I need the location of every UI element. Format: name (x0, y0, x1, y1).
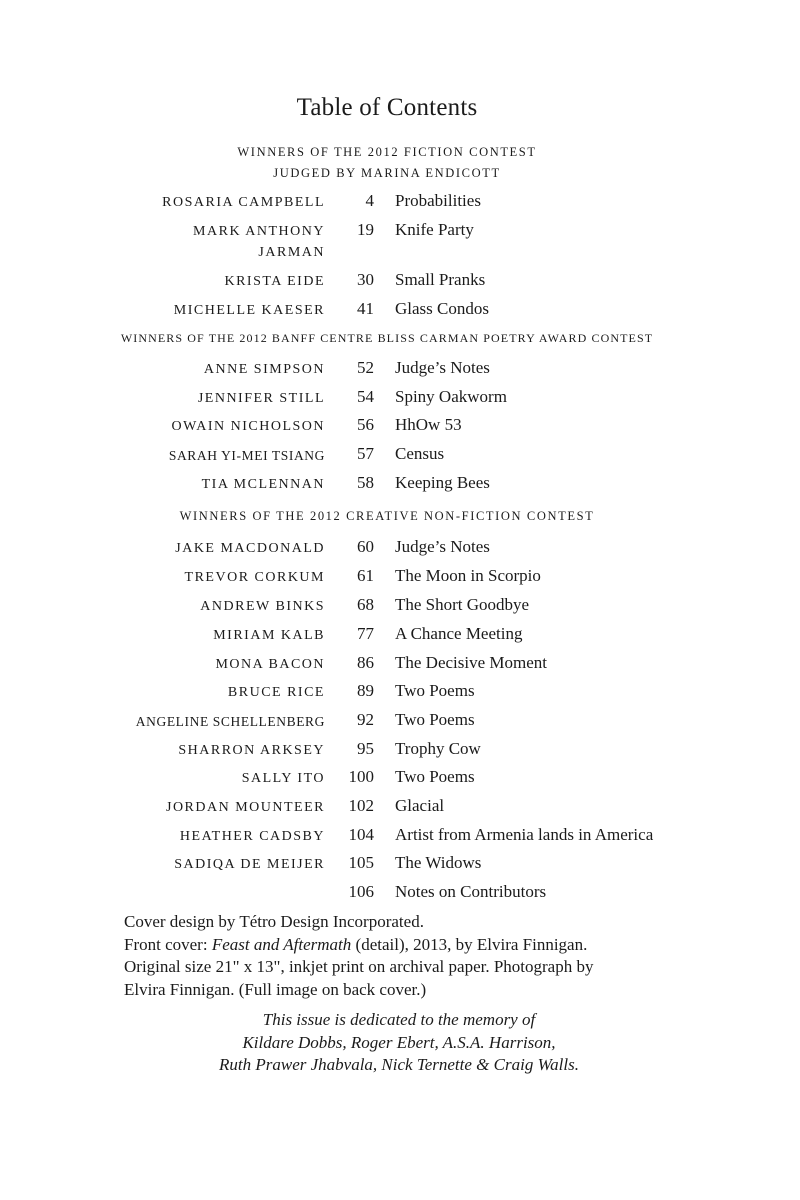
entry-page: 105 (348, 853, 374, 872)
entry-title: Judge’s Notes (395, 358, 490, 377)
credit-line: Front cover: Feast and Aftermath (detail), 2013, by Elvira Finnigan. (124, 934, 588, 954)
toc-entry[interactable] (0, 189, 800, 217)
dedication-line: Kildare Dobbs, Roger Ebert, A.S.A. Harrison, (242, 1032, 556, 1052)
entry-author: MARK ANTHONY JARMAN (193, 224, 325, 260)
entry-title: Knife Party (395, 220, 474, 239)
entry-author: SHARRON ARKSEY (178, 743, 325, 758)
section-heading-poetry: WINNERS OF THE 2012 BANFF CENTRE BLISS CARMAN POETRY AWARD CONTEST (120, 331, 654, 345)
entry-page: 57 (357, 444, 374, 463)
entry-author: JAKE MACDONALD (175, 541, 325, 556)
toc-entry[interactable] (0, 268, 800, 296)
entry-page: 68 (357, 595, 374, 614)
entry-title: Glacial (395, 796, 445, 815)
dedication-line: Ruth Prawer Jhabvala, Nick Ternette & Craig Walls. (219, 1055, 579, 1074)
toc-entry[interactable] (0, 765, 800, 793)
entry-title: Notes on Contributors (395, 882, 547, 901)
entry-page: 100 (348, 767, 374, 786)
entry-page: 30 (357, 270, 374, 289)
toc-entry[interactable] (0, 535, 800, 563)
section-subheading-judge: JUDGED BY MARINA ENDICOTT (273, 166, 501, 180)
entry-page: 102 (348, 796, 374, 815)
dedication-line: This issue is dedicated to the memory of (262, 1010, 536, 1029)
entry-page: 54 (357, 387, 374, 406)
entry-title: A Chance Meeting (395, 624, 523, 643)
entry-page: 60 (357, 537, 374, 556)
entry-title: The Short Goodbye (395, 595, 530, 614)
section-heading-fiction: WINNERS OF THE 2012 FICTION CONTEST (237, 145, 537, 159)
entry-author: SADIQA DE MEIJER (174, 857, 325, 872)
entry-title: Keeping Bees (395, 473, 490, 492)
entry-page: 86 (357, 653, 374, 672)
toc-entry[interactable] (0, 442, 800, 470)
entry-title: Two Poems (395, 681, 475, 700)
toc-entry[interactable] (0, 794, 800, 822)
toc-entry[interactable] (0, 823, 800, 851)
credit-line: Elvira Finnigan. (Full image on back cover.) (124, 979, 427, 999)
toc-entry-contributors[interactable] (0, 880, 800, 908)
credit-line: Original size 21" x 13", inkjet print on archival paper. Photograph by (124, 957, 594, 976)
entry-title: Census (395, 444, 445, 463)
entry-author: HEATHER CADSBY (179, 829, 325, 844)
entry-author: ANDREW BINKS (200, 599, 325, 614)
entry-page: 41 (357, 299, 374, 318)
entry-author: JENNIFER STILL (197, 391, 325, 406)
credit-line: Cover design by Tétro Design Incorporated. (124, 912, 424, 931)
entry-title: The Widows (395, 853, 482, 872)
entry-title: Judge’s Notes (395, 537, 490, 556)
entry-author: TIA MCLENNAN (201, 477, 325, 492)
entry-page: 4 (365, 191, 374, 210)
entry-page: 56 (357, 415, 374, 434)
entry-page: 106 (348, 882, 374, 901)
entry-title: Artist from Armenia lands in America (395, 825, 654, 844)
entry-author: MONA BACON (215, 657, 325, 672)
toc-entry[interactable] (0, 651, 800, 679)
entry-author: SALLY ITO (241, 771, 325, 786)
cover-credits (124, 911, 724, 1001)
section-heading-nonfiction: WINNERS OF THE 2012 CREATIVE NON-FICTION CONTEST (179, 509, 595, 523)
toc-entry[interactable] (0, 356, 800, 384)
entry-page: 52 (357, 358, 374, 377)
toc-entry[interactable] (0, 471, 800, 499)
entry-title: Small Pranks (395, 270, 486, 289)
entry-title: Trophy Cow (395, 739, 481, 758)
entry-page: 19 (357, 220, 374, 239)
entry-author: ANGELINE SCHELLENBERG (135, 714, 325, 729)
entry-title: HhOw 53 (395, 415, 462, 434)
entry-page: 95 (357, 739, 374, 758)
toc-entry[interactable] (0, 413, 800, 441)
entry-author: KRISTA EIDE (224, 274, 325, 289)
dedication (124, 1009, 674, 1077)
toc-entry[interactable] (0, 297, 800, 325)
entry-author: ANNE SIMPSON (203, 362, 325, 377)
entry-page: 92 (357, 710, 374, 729)
entry-title: Two Poems (395, 767, 475, 786)
toc-entry[interactable] (0, 737, 800, 765)
entry-author: BRUCE RICE (227, 685, 325, 700)
entry-page: 89 (357, 681, 374, 700)
entry-title: Spiny Oakworm (395, 387, 507, 406)
entry-author: MIRIAM KALB (213, 628, 325, 643)
entry-author: OWAIN NICHOLSON (171, 419, 325, 434)
toc-entry[interactable] (0, 564, 800, 592)
entry-page: 58 (357, 473, 374, 492)
entry-title: The Decisive Moment (395, 653, 548, 672)
toc-entry[interactable] (0, 679, 800, 707)
entry-author: MICHELLE KAESER (173, 303, 325, 318)
toc-entry[interactable] (0, 622, 800, 650)
page-title: Table of Contents (296, 94, 478, 121)
entry-author: ROSARIA CAMPBELL (162, 195, 325, 210)
entry-author: SARAH YI-MEI TSIANG (168, 448, 325, 463)
toc-entry[interactable] (0, 708, 800, 736)
toc-entry[interactable] (0, 218, 800, 264)
entry-title: The Moon in Scorpio (395, 566, 541, 585)
entry-author: JORDAN MOUNTEER (166, 800, 325, 815)
toc-entry[interactable] (0, 385, 800, 413)
entry-author: TREVOR CORKUM (184, 570, 325, 585)
entry-page: 61 (357, 566, 374, 585)
entry-title: Two Poems (395, 710, 475, 729)
entry-title: Glass Condos (395, 299, 489, 318)
entry-page: 77 (357, 624, 374, 643)
entry-page: 104 (348, 825, 374, 844)
entry-title: Probabilities (395, 191, 481, 210)
toc-entry[interactable] (0, 851, 800, 879)
toc-entry[interactable] (0, 593, 800, 621)
